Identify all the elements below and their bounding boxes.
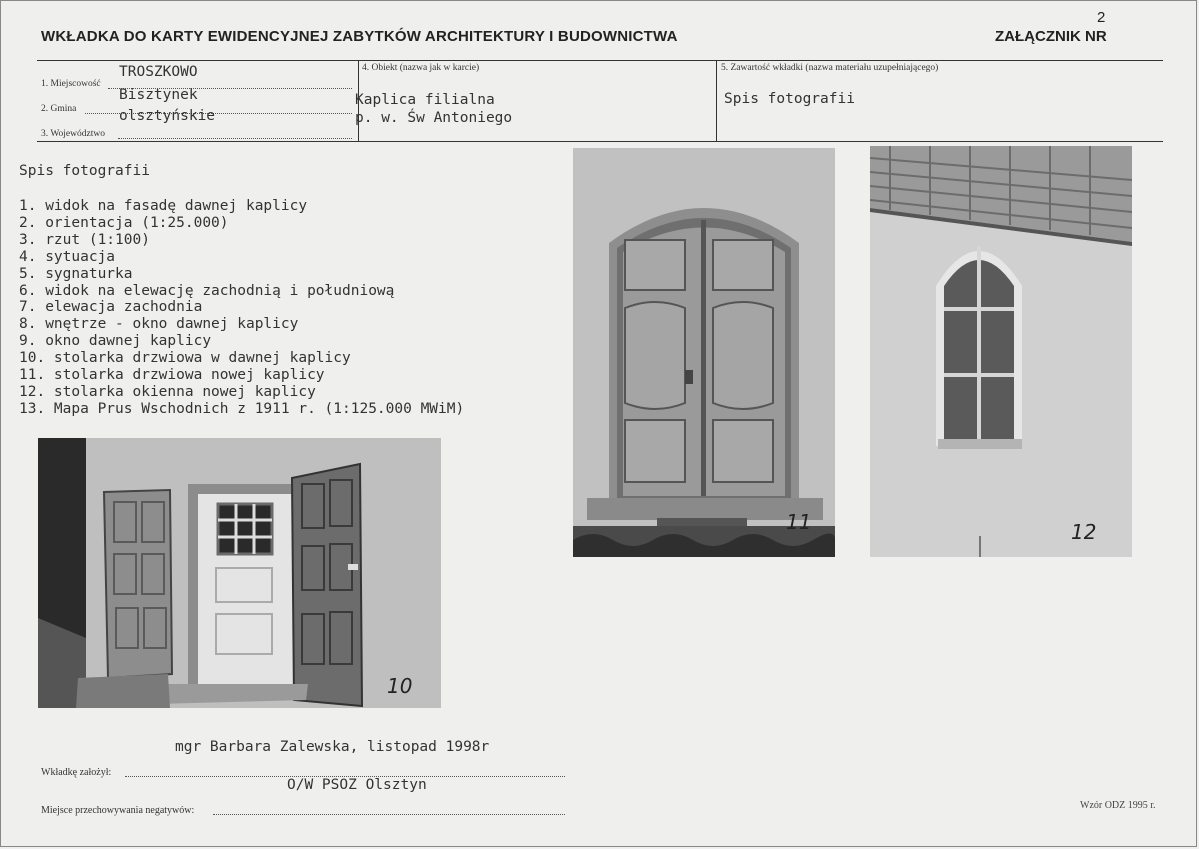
photo-11 [573,148,835,557]
object-label: 4. Obiekt (nazwa jak w karcie) [362,63,480,73]
voivodeship-dots [118,138,352,139]
document-title: WKŁADKA DO KARTY EWIDENCYJNEJ ZABYTKÓW ARCHITEKTURY I BUDOWNICTWA [41,28,678,45]
double-door-photo-icon [38,438,441,708]
contents-value: Spis fotografii [724,91,855,107]
photo-number: 10 [387,674,413,698]
list-item: 8. wnętrze - okno dawnej kaplicy [19,316,299,333]
storage-dots [213,814,565,815]
panel-door-photo-icon [573,148,835,557]
storage-label: Miejsce przechowywania negatywów: [41,805,195,816]
commune-label: 2. Gmina [41,104,77,114]
list-item: 2. orientacja (1:25.000) [19,214,229,231]
photo-list [19,198,464,418]
contents-label: 5. Zawartość wkładki (nazwa materiału uzupełniającego) [721,63,939,73]
photo-number: 11 [786,510,812,534]
form-bottom-rule [37,141,1163,142]
photo-10 [38,438,441,708]
author-value: mgr Barbara Zalewska, listopad 1998r [175,739,490,755]
author-label: Wkładkę założył: [41,767,112,778]
voivodeship-label: 3. Województwo [41,129,105,139]
object-value-line1: Kaplica filialna [355,92,495,108]
form-divider-2 [716,60,717,142]
annex-number: 2 [1097,9,1106,26]
annex-label: ZAŁĄCZNIK NR [995,28,1107,45]
list-item: 3. rzut (1:100) [19,231,150,248]
commune-value: Bisztynek [119,87,198,103]
template-note: Wzór ODZ 1995 r. [1080,800,1156,811]
list-item: 10. stolarka drzwiowa w dawnej kaplicy [19,350,351,367]
locality-value: TROSZKOWO [119,64,198,80]
list-item: 12. stolarka okienna nowej kaplicy [19,383,316,400]
list-item: 1. widok na fasadę dawnej kaplicy [19,198,308,214]
list-item: 5. sygnaturka [19,265,133,282]
list-item: 9. okno dawnej kaplicy [19,333,212,350]
arched-window-photo-icon [870,146,1132,557]
voivodeship-value: olsztyńskie [119,108,216,124]
list-item: 4. sytuacja [19,248,116,265]
object-value-line2: p. w. Św Antoniego [355,110,513,126]
list-item: 7. elewacja zachodnia [19,299,203,316]
list-item: 6. widok na elewację zachodnią i południową [19,282,395,299]
storage-value: O/W PSOZ Olsztyn [287,777,427,793]
list-item: 13. Mapa Prus Wschodnich z 1911 r. (1:125.000 MWiM) [19,400,465,417]
locality-label: 1. Miejscowość [41,79,101,89]
photo-number: 12 [1071,520,1097,544]
list-item: 11. stolarka drzwiowa nowej kaplicy [19,367,325,384]
photo-list-heading: Spis fotografii [19,163,150,179]
photo-12 [870,146,1132,557]
form-top-rule [37,60,1163,61]
